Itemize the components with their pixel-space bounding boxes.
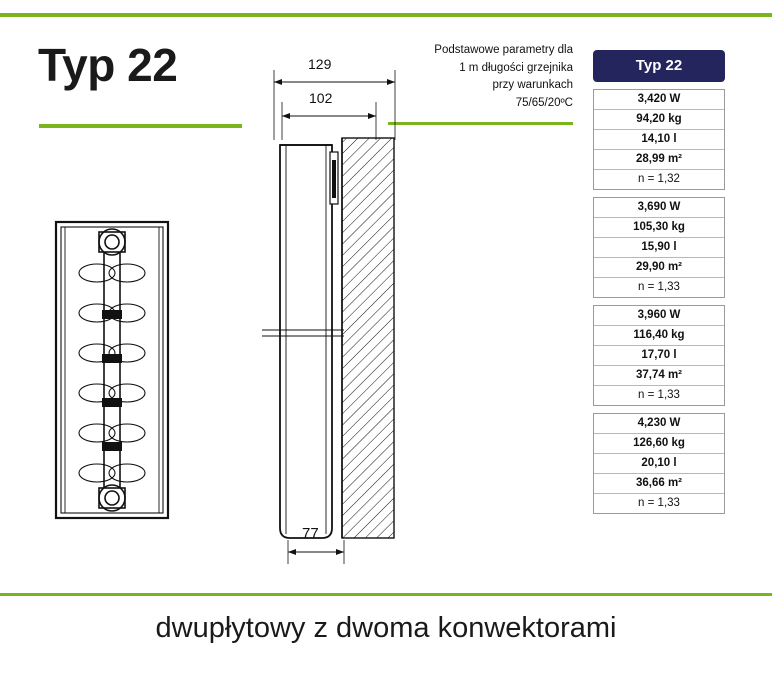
table-row: 94,20 kg	[594, 110, 724, 130]
specs-group-4	[593, 413, 725, 514]
parameters-note-line-3: przy warunkach	[492, 79, 573, 91]
table-row: 36,66 m²	[594, 474, 724, 494]
page-title: Typ 22	[38, 39, 178, 91]
table-row: n = 1,32	[638, 173, 680, 185]
top-green-rule	[0, 13, 772, 17]
table-row: 17,70 l	[594, 346, 724, 366]
table-row: 3,960 W	[594, 306, 724, 326]
table-row: 28,99 m²	[594, 150, 724, 170]
table-row: 37,74 m²	[594, 366, 724, 386]
table-row: 14,10 l	[594, 130, 724, 150]
dimension-label-total-depth: 129	[308, 56, 332, 72]
table-row: 15,90 l	[594, 238, 724, 258]
parameters-note-line-1: Podstawowe parametry dla	[434, 44, 573, 56]
table-row: 126,60 kg	[594, 434, 724, 454]
product-caption: dwupłytowy z dwoma konwektorami	[155, 612, 617, 644]
parameters-note-line-2: 1 m długości grzejnika	[459, 61, 573, 74]
title-underline	[39, 124, 242, 128]
dimension-label-bottom: 77	[302, 525, 319, 542]
radiator-side-view-drawing	[252, 40, 452, 575]
table-row: n = 1,33	[638, 497, 680, 509]
radiator-cross-section-drawing	[52, 218, 192, 533]
table-row: 3,690 W	[594, 198, 724, 218]
table-row: 105,30 kg	[594, 218, 724, 238]
specs-table	[593, 50, 725, 514]
table-row: n = 1,33	[638, 389, 680, 401]
parameters-note-line-4: 75/65/20ºC	[515, 96, 573, 109]
specs-group-1	[593, 89, 725, 190]
specs-group-2	[593, 197, 725, 298]
dimension-label-inner-depth: 102	[309, 90, 333, 106]
specs-table-header: Typ 22	[593, 50, 725, 82]
table-row: n = 1,33	[638, 281, 680, 293]
bottom-green-rule	[0, 593, 772, 596]
table-row: 116,40 kg	[594, 326, 724, 346]
table-row: 3,420 W	[594, 90, 724, 110]
table-row: 29,90 m²	[594, 258, 724, 278]
specs-group-3	[593, 305, 725, 406]
table-row: 20,10 l	[594, 454, 724, 474]
table-row: 4,230 W	[594, 414, 724, 434]
